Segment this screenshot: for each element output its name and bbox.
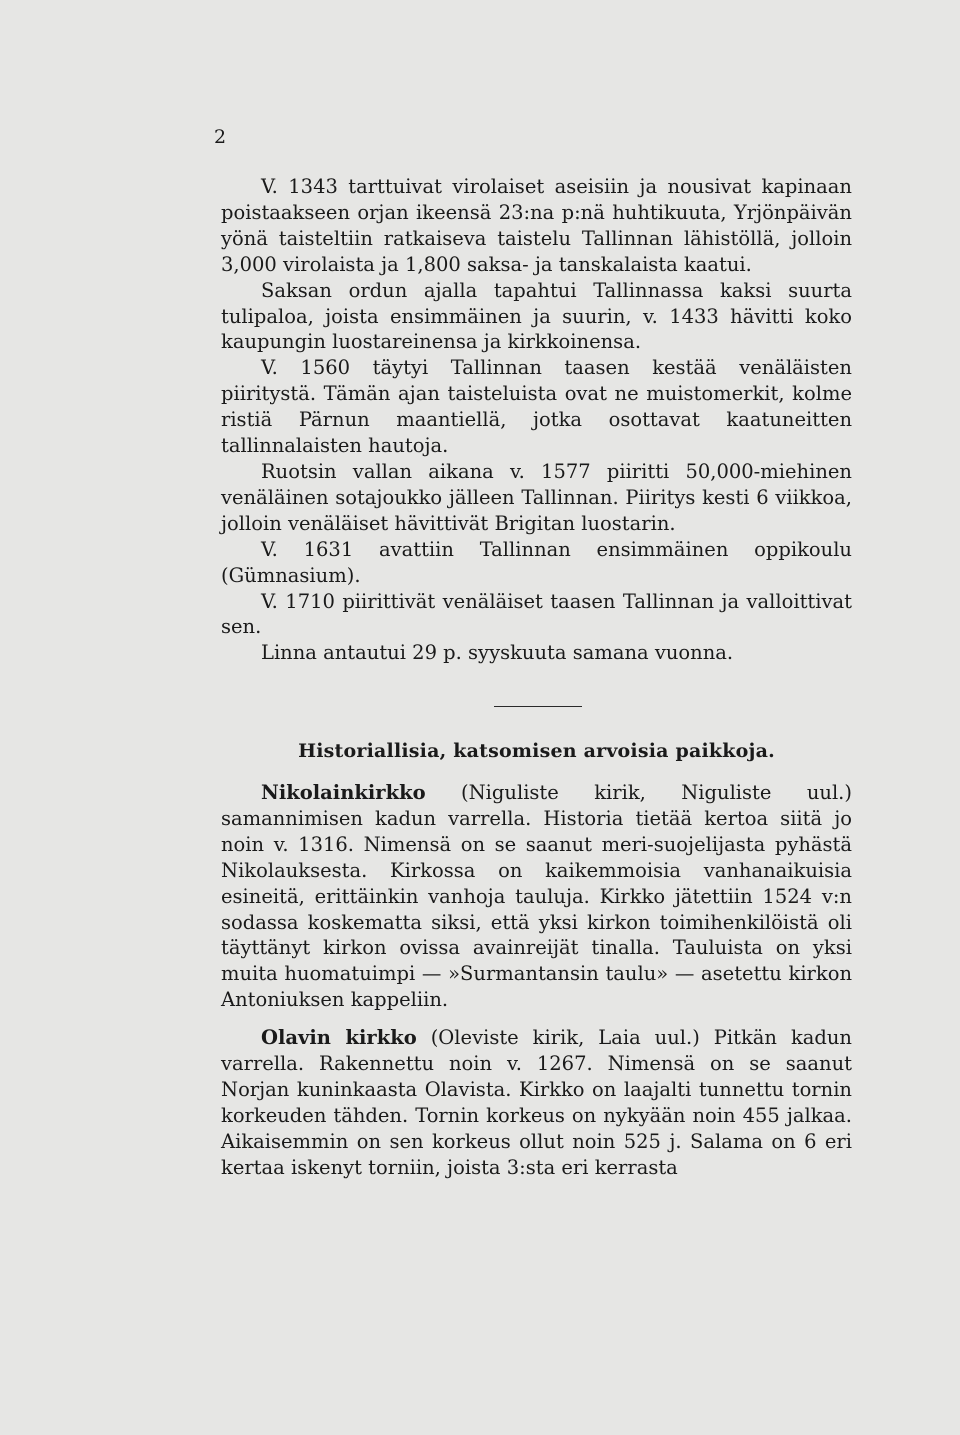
place-description: (Oleviste kirik, Laia uul.) Pitkän kadun varrella. Rakennettu noin v. 1267. Nimensä on se saanut Norjan kuninkaasta Olavista. Kirkko on laajalti tunnettu tornin korkeuden tähden. Tornin korkeus on nykyään noin 455 jalkaa. Aikaisemmin on sen korkeus ollut noin 525 j. Salama on 6 eri kertaa iskenyt torniin, joista 3:sta eri kerrasta [221,1026,852,1179]
history-section [221,174,852,666]
place-entry [221,780,852,1013]
history-paragraph: V. 1710 piirittivät venäläiset taasen Tallinnan ja valloittivat sen. [221,589,852,639]
page-number: 2 [214,126,227,148]
history-paragraph: V. 1343 tarttuivat virolaiset aseisiin ja nousivat kapinaan poistaakseen orjan ikeensä 23:na p:nä huhtikuuta, Yrjönpäivän yönä taisteltiin ratkaiseva taistelu Tallinnan lähistöllä, jolloin 3,000 virolaista ja 1,800 saksa- ja tanskalaista kaatui. [221,175,852,276]
place-description: (Niguliste kirik, Niguliste uul.) samannimisen kadun varrella. Historia tietää kertoa siitä jo noin v. 1316. Nimensä on se saanut meri-suojelijasta pyhästä Nikolauksesta. Kirkossa on kaikemmoisia vanhanaikuisia esineitä, erittäinkin vanhoja tauluja. Kirkko jätettiin 1524 v:n sodassa koskematta siksi, että yksi kirkon toimihenkilöistä oli täyttänyt kirkon ovissa avainreijät tinalla. Tauluista on yksi muita huomatuimpi — »Surmantansin taulu» — asetettu kirkon Antoniuksen kappeliin. [221,781,852,1012]
place-entry [221,1025,852,1180]
section-divider [494,706,582,707]
place-name: Nikolainkirkko [261,781,426,804]
history-paragraph: Linna antautui 29 p. syyskuuta samana vuonna. [261,641,734,665]
history-paragraph: Saksan ordun ajalla tapahtui Tallinnassa kaksi suurta tulipaloa, joista ensimmäinen ja suurin, v. 1433 hävitti koko kaupungin luostareinensa ja kirkkoinensa. [221,278,852,354]
place-name: Olavin kirkko [261,1026,417,1050]
history-paragraph: Ruotsin vallan aikana v. 1577 piiritti 50,000-miehinen venäläinen sotajoukko jälleen Tallinnan. Piiritys kesti 6 viikkoa, jolloin venäläiset hävittivät Brigitan luostarin. [221,459,852,535]
section-heading: Historiallisia, katsomisen arvoisia paikkoja. [298,740,775,762]
history-paragraph: V. 1631 avattiin Tallinnan ensimmäinen oppikoulu (Gümnasium). [221,537,852,587]
places-section [221,780,852,1193]
history-paragraph: V. 1560 täytyi Tallinnan taasen kestää venäläisten piiritystä. Tämän ajan taisteluista ovat ne muistomerkit, kolme ristiä Pärnun maantiellä, jotka osottavat kaatuneitten tallinnalaisten hautoja. [221,356,852,458]
